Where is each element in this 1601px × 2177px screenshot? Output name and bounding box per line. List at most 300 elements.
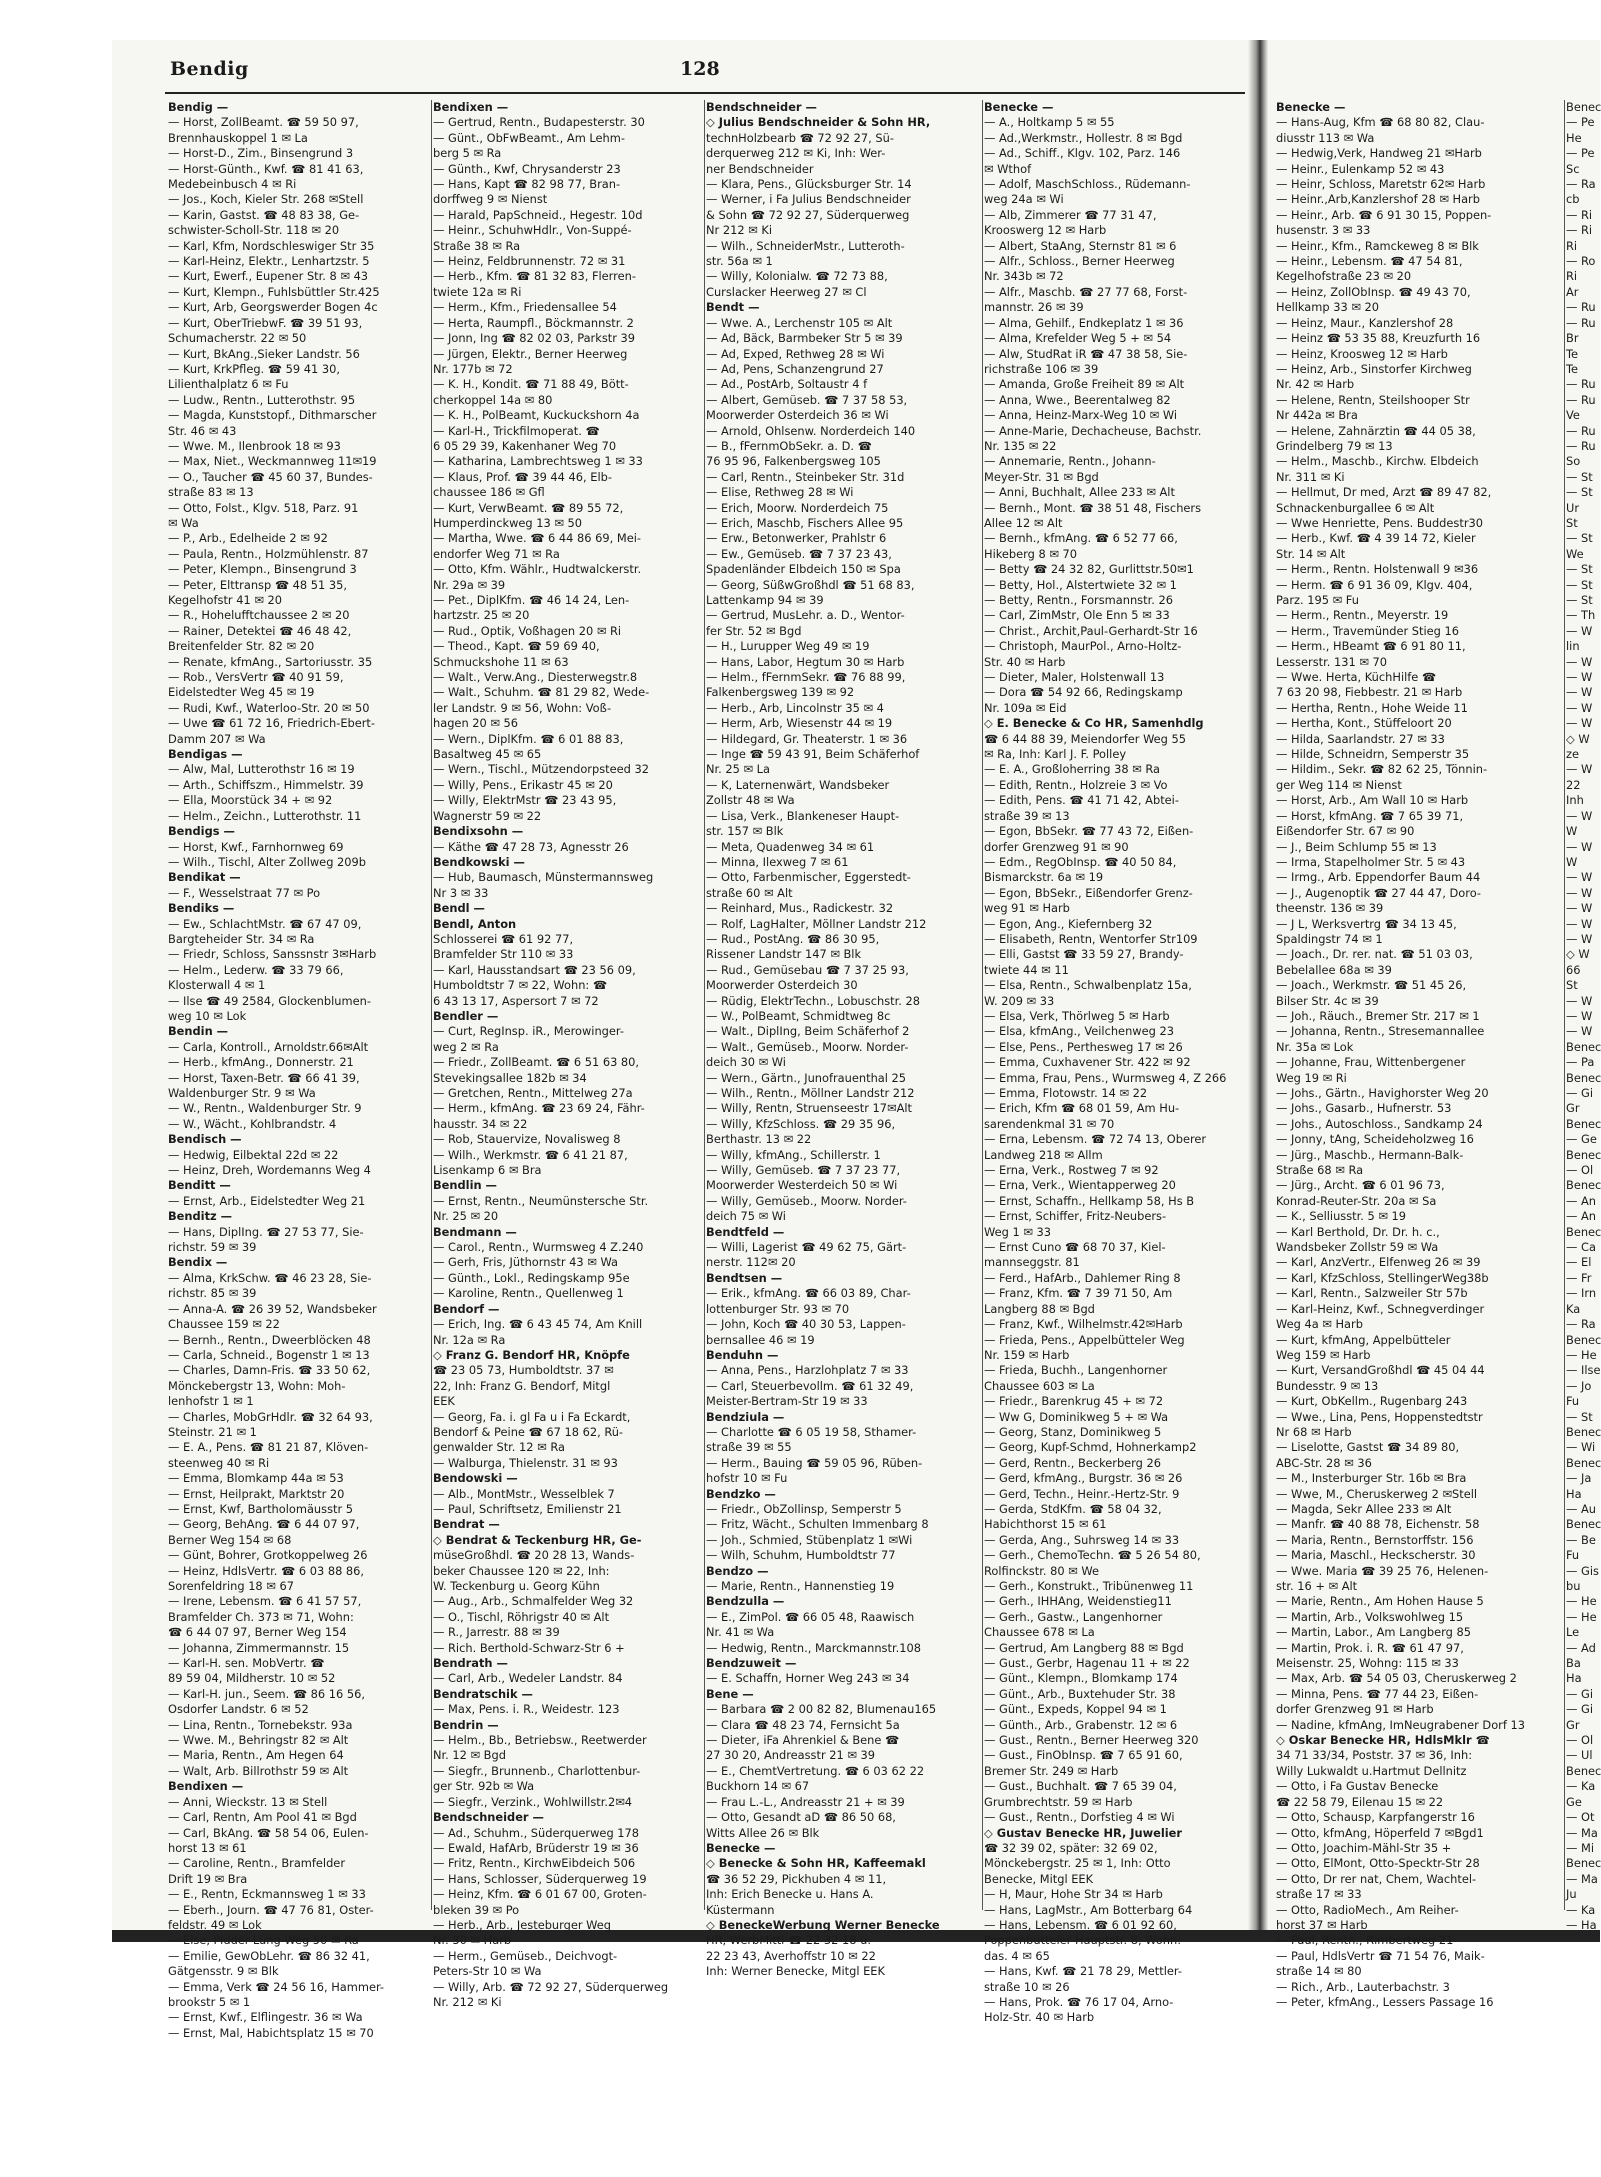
edge-fragment: — Be bbox=[1566, 1532, 1596, 1547]
directory-line: — Barbara ☎ 2 00 82 82, Blumenau165 bbox=[706, 1702, 937, 1717]
directory-line: Moorwerder Osterdeich 36 ✉ Wi bbox=[706, 408, 889, 423]
edge-fragment: Ri bbox=[1566, 238, 1578, 253]
directory-line: — Gerh., Konstrukt., Tribünenweg 11 bbox=[984, 1579, 1194, 1593]
directory-line: ☎ 22 58 79, Eilenau 15 ✉ 22 bbox=[1276, 1794, 1444, 1809]
directory-line: Meyer-Str. 31 ✉ Bgd bbox=[984, 469, 1099, 484]
directory-line: — Kurt, OberTriebwF. ☎ 39 51 93, bbox=[168, 315, 363, 330]
directory-line: — Gerh., Gastw., Langenhorner bbox=[984, 1609, 1163, 1624]
directory-line: Moorwerder Westerdeich 50 ✉ Wi bbox=[706, 1178, 898, 1193]
directory-line: — Horst, Kwf., Farnhornweg 69 bbox=[168, 839, 344, 854]
edge-fragment: — Pe bbox=[1566, 146, 1595, 161]
directory-line: Bendisch — bbox=[168, 1132, 242, 1147]
edge-fragment: Ur bbox=[1566, 500, 1580, 515]
directory-line: — H., Lurupper Weg 49 ✉ 19 bbox=[706, 639, 870, 654]
directory-line: — Edm., RegObInsp. ☎ 40 50 84, bbox=[984, 854, 1177, 869]
directory-line: — Heinr., SchuhwHdlr., Von-Suppé- bbox=[433, 223, 632, 238]
directory-line: Bendrin — bbox=[433, 1717, 499, 1732]
edge-fragment: Benec bbox=[1566, 1455, 1601, 1470]
directory-line: fer Str. 52 ✉ Bgd bbox=[706, 623, 802, 638]
directory-line: Grumbrechtstr. 59 ✉ Harb bbox=[984, 1794, 1133, 1809]
directory-line: horst 13 ✉ 61 bbox=[168, 1840, 247, 1855]
directory-line: W. Teckenburg u. Georg Kühn bbox=[433, 1579, 600, 1593]
directory-line: das. 4 ✉ 65 bbox=[984, 1948, 1050, 1963]
directory-line: — Fritz, Wächt., Schulten Immenbarg 8 bbox=[706, 1517, 929, 1532]
directory-line: — Walt., Verw.Ang., Diesterwegstr.8 bbox=[433, 670, 638, 685]
directory-line: — Kurt, ObKellm., Rugenbarg 243 bbox=[1276, 1394, 1468, 1409]
directory-line: — K. H., Kondit. ☎ 71 88 49, Bött- bbox=[433, 377, 629, 392]
directory-line: — Carl, Steuerbevollm. ☎ 61 32 49, bbox=[706, 1378, 914, 1393]
edge-fragment: — Ru bbox=[1566, 392, 1596, 407]
edge-fragment: — St bbox=[1566, 593, 1593, 607]
directory-line: weg 2 ✉ Ra bbox=[433, 1039, 499, 1054]
edge-fragment: — Ri bbox=[1566, 223, 1593, 238]
directory-line: — Elsa, kfmAng., Veilchenweg 23 bbox=[984, 1024, 1174, 1039]
directory-line: — Max, Pens. i. R., Weidestr. 123 bbox=[433, 1702, 620, 1717]
directory-line: 22, Inh: Franz G. Bendorf, Mitgl bbox=[433, 1378, 611, 1393]
edge-fragment: 66 bbox=[1566, 962, 1581, 977]
directory-line: — Anna, Pens., Harzlohplatz 7 ✉ 33 bbox=[706, 1363, 909, 1378]
directory-line: — Ew., SchlachtMstr. ☎ 67 47 09, bbox=[168, 916, 362, 931]
directory-line: — Otto, Dr rer nat, Chem, Wachtel- bbox=[1276, 1871, 1477, 1886]
directory-line: straße 39 ✉ 55 bbox=[706, 1440, 792, 1455]
edge-fragment: — Ul bbox=[1566, 1748, 1593, 1763]
directory-line: — Ernst, Kwf, Bartholomäusstr 5 bbox=[168, 1501, 354, 1516]
directory-line: — Helene, Zahnärztin ☎ 44 05 38, bbox=[1276, 423, 1476, 438]
directory-line: — Alma, KrkSchw. ☎ 46 23 28, Sie- bbox=[168, 1270, 372, 1285]
directory-line: Falkenbergsweg 139 ✉ 92 bbox=[706, 685, 855, 700]
edge-fragment: — W bbox=[1566, 993, 1593, 1008]
directory-line: — Werner, i Fa Julius Bendschneider bbox=[706, 192, 911, 207]
edge-fragment: — St bbox=[1566, 577, 1593, 592]
edge-fragment: — Ad bbox=[1566, 1640, 1596, 1655]
directory-line: — E., ZimPol. ☎ 66 05 48, Raawisch bbox=[706, 1609, 915, 1624]
directory-line: — Horst, Taxen-Betr. ☎ 66 41 39, bbox=[168, 1070, 360, 1085]
directory-line: — Emilie, GewObLehr. ☎ 86 32 41, bbox=[168, 1948, 370, 1963]
directory-line: straße 60 ✉ Alt bbox=[706, 885, 793, 900]
directory-line: — Paul, Rentn., Rimbertweg 21 bbox=[1276, 1933, 1454, 1948]
directory-line: Nr. 25 ✉ 20 bbox=[433, 1209, 499, 1224]
edge-fragment: We bbox=[1566, 546, 1584, 561]
directory-line: berg 5 ✉ Ra bbox=[433, 146, 502, 161]
edge-fragment: — Fr bbox=[1566, 1270, 1592, 1285]
directory-line: — Wilh, Schuhm, Humboldtstr 77 bbox=[706, 1548, 896, 1563]
directory-line: — Gerh, Fris, Jüthornstr 43 ✉ Wa bbox=[433, 1255, 618, 1270]
edge-fragment: So bbox=[1566, 454, 1581, 469]
directory-line: str. 56a ✉ 1 bbox=[706, 254, 773, 269]
directory-line: — Nadine, kfmAng, ImNeugrabener Dorf 13 bbox=[1276, 1717, 1525, 1732]
directory-line: — Christoph, MaurPol., Arno-Holtz- bbox=[984, 639, 1182, 654]
directory-line: — Betty, Rentn., Forsmannstr. 26 bbox=[984, 593, 1173, 607]
directory-line: — Heinr., Lebensm. ☎ 47 54 81, bbox=[1276, 254, 1463, 269]
edge-fragment: — Wi bbox=[1566, 1440, 1596, 1455]
edge-fragment: — Ro bbox=[1566, 254, 1596, 269]
directory-line: — Bernh., Mont. ☎ 38 51 48, Fischers bbox=[984, 500, 1202, 515]
directory-line: — Wwe. Maria ☎ 39 25 76, Helenen- bbox=[1276, 1563, 1489, 1578]
directory-line: Bendlin — bbox=[433, 1178, 497, 1193]
directory-line: — Walt., Schuhm. ☎ 81 29 82, Wede- bbox=[433, 685, 650, 700]
directory-line: Weg 4a ✉ Harb bbox=[1276, 1317, 1363, 1332]
directory-line: 34 71 33/34, Poststr. 37 ✉ 36, Inh: bbox=[1276, 1748, 1473, 1763]
directory-line: — Erna, Verk., Rostweg 7 ✉ 92 bbox=[984, 1163, 1159, 1178]
directory-line: Osdorfer Landstr. 6 ✉ 52 bbox=[168, 1702, 309, 1717]
directory-line: — W., PolBeamt, Schmidtweg 8c bbox=[706, 1008, 891, 1023]
directory-line: Bendowski — bbox=[433, 1471, 518, 1486]
column-divider bbox=[982, 100, 983, 1910]
directory-line: — Amanda, Große Freiheit 89 ✉ Alt bbox=[984, 377, 1185, 392]
directory-line: — Arth., Schiffszm., Himmelstr. 39 bbox=[168, 777, 364, 792]
edge-fragment: Fu bbox=[1566, 1394, 1580, 1409]
directory-line: — Hellmut, Dr med, Arzt ☎ 89 47 82, bbox=[1276, 485, 1492, 500]
directory-line: lottenburger Str. 93 ✉ 70 bbox=[706, 1301, 850, 1316]
directory-line: — Willy, Kolonialw. ☎ 72 73 88, bbox=[706, 269, 888, 284]
directory-line: — Horst-D., Zim., Binsengrund 3 bbox=[168, 146, 354, 161]
directory-line: ✉ Wa bbox=[168, 515, 199, 530]
directory-line: — Herm., Kfm., Friedensallee 54 bbox=[433, 300, 617, 315]
directory-line: Curslacker Heerweg 27 ✉ Cl bbox=[706, 284, 867, 299]
directory-line: — Wilh., Werkmstr. ☎ 6 41 21 87, bbox=[433, 1147, 628, 1162]
edge-fragment: — Ha bbox=[1566, 1917, 1597, 1932]
directory-line: — Heinr.,Arb,Kanzlershof 28 ✉ Harb bbox=[1276, 192, 1480, 207]
directory-line: — Gerh., IHHAng, Weidenstieg11 bbox=[984, 1594, 1172, 1609]
directory-line: — Herb., Arb, Lincolnstr 35 ✉ 4 bbox=[706, 700, 884, 715]
directory-line: 76 95 96, Falkenbergsweg 105 bbox=[706, 454, 881, 469]
directory-line: straße 39 ✉ 13 bbox=[984, 808, 1070, 823]
edge-fragment: — He bbox=[1566, 1347, 1597, 1362]
directory-line: — Willy, Rentn, Struenseestr 17✉Alt bbox=[706, 1101, 912, 1116]
directory-line: Habichthorst 15 ✉ 61 bbox=[984, 1517, 1107, 1532]
edge-fragment: — Ol bbox=[1566, 1733, 1594, 1748]
directory-line: Bramfelder Ch. 373 ✉ 71, Wohn: bbox=[168, 1609, 354, 1624]
directory-line: — Charles, Damn-Fris. ☎ 33 50 62, bbox=[168, 1363, 371, 1378]
directory-line: — Peter, Klempn., Binsengrund 3 bbox=[168, 562, 357, 577]
directory-line: theenstr. 136 ✉ 39 bbox=[1276, 901, 1384, 916]
edge-fragment: Ju bbox=[1566, 1887, 1577, 1902]
edge-fragment: — Mi bbox=[1566, 1840, 1595, 1855]
directory-line: — Elli, Gastst ☎ 33 59 27, Brandy- bbox=[984, 947, 1184, 962]
edge-fragment: — Irn bbox=[1566, 1286, 1597, 1301]
directory-line: — W., Rentn., Waldenburger Str. 9 bbox=[168, 1101, 362, 1116]
directory-line: — Johs., Gasarb., Hufnerstr. 53 bbox=[1276, 1101, 1452, 1116]
directory-line: Zollstr 48 ✉ Wa bbox=[706, 793, 795, 808]
right-page-column bbox=[1276, 100, 1562, 2009]
directory-line: Bendigs — bbox=[168, 824, 235, 839]
directory-line: Schnackenburgallee 6 ✉ Alt bbox=[1276, 500, 1435, 515]
directory-line: — Heinr, Schloss, Maretstr 62✉ Harb bbox=[1276, 177, 1486, 192]
directory-line: Bendixen — bbox=[168, 1779, 244, 1794]
directory-line: Bendl, Anton bbox=[433, 916, 517, 931]
edge-fragment: — Ru bbox=[1566, 315, 1596, 330]
directory-line: Humboldtstr 7 ✉ 22, Wohn: ☎ bbox=[433, 978, 608, 993]
edge-fragment: lin bbox=[1566, 639, 1580, 654]
directory-line: nerstr. 112✉ 20 bbox=[706, 1255, 796, 1270]
directory-line: — Irmg., Arb. Eppendorfer Baum 44 bbox=[1276, 870, 1481, 885]
directory-line: — Otto, Joachim-Mähl-Str 35 + bbox=[1276, 1840, 1452, 1855]
directory-line: Bendratschik — bbox=[433, 1686, 533, 1701]
directory-line: — Hans, LagMstr., Am Botterbarg 64 bbox=[984, 1902, 1193, 1917]
directory-line: — Adolf, MaschSchloss., Rüdemann- bbox=[984, 177, 1191, 192]
edge-fragment: He bbox=[1566, 130, 1582, 145]
directory-line: — Bernh., Rentn., Dweerblöcken 48 bbox=[168, 1332, 371, 1347]
directory-line: — Martin, Labor., Am Langberg 85 bbox=[1276, 1625, 1471, 1640]
directory-line: — Anni, Buchhalt, Allee 233 ✉ Alt bbox=[984, 485, 1175, 500]
column-3 bbox=[706, 100, 980, 1979]
directory-line: — Wern., Gärtn., Junofrauenthal 25 bbox=[706, 1070, 907, 1085]
directory-line: — J L, Werksvertrg ☎ 34 13 45, bbox=[1276, 916, 1457, 931]
directory-line: Damm 207 ✉ Wa bbox=[168, 731, 266, 746]
directory-line: — Arnold, Ohlsenw. Norderdeich 140 bbox=[706, 423, 916, 438]
directory-line: 7 63 20 98, Fiebbestr. 21 ✉ Harb bbox=[1276, 685, 1463, 700]
directory-line: Weg 19 ✉ Ri bbox=[1276, 1070, 1347, 1085]
directory-line: — Gertrud, Am Langberg 88 ✉ Bgd bbox=[984, 1640, 1184, 1655]
directory-line: — Herm., HBeamt ☎ 6 91 80 11, bbox=[1276, 639, 1466, 654]
directory-line: — Anna, Heinz-Marx-Weg 10 ✉ Wi bbox=[984, 408, 1177, 423]
directory-line: — Jürgen, Elektr., Berner Heerweg bbox=[433, 346, 628, 361]
directory-line: Brennhauskoppel 1 ✉ La bbox=[168, 130, 308, 145]
directory-line: Bendtfeld — bbox=[706, 1224, 785, 1239]
directory-line: — Erna, Verk., Wientapperweg 20 bbox=[984, 1178, 1176, 1193]
directory-line: ler Landstr. 9 ✉ 56, Wohn: Voß- bbox=[433, 700, 612, 715]
directory-line: — Gust., Rentn., Berner Heerweg 320 bbox=[984, 1733, 1199, 1748]
directory-line: Bendixsohn — bbox=[433, 824, 524, 839]
edge-fragment: — An bbox=[1566, 1209, 1597, 1224]
directory-line: — Erich, Kfm ☎ 68 01 59, Am Hu- bbox=[984, 1101, 1180, 1116]
directory-line: — E., Rentn, Eckmannsweg 1 ✉ 33 bbox=[168, 1887, 366, 1902]
directory-line: — Helm., Maschb., Kirchw. Elbdeich bbox=[1276, 454, 1479, 469]
directory-line: — P., Arb., Edelheide 2 ✉ 92 bbox=[168, 531, 328, 546]
directory-line: — Erich, Moorw. Norderdeich 75 bbox=[706, 500, 889, 515]
directory-line: derquerweg 212 ✉ Ki, Inh: Wer- bbox=[706, 146, 886, 161]
directory-line: Bendzulla — bbox=[706, 1594, 785, 1609]
directory-line: — Franz, Kfm. ☎ 7 39 71 50, Am bbox=[984, 1286, 1173, 1301]
directory-line: — Käthe ☎ 47 28 73, Agnesstr 26 bbox=[433, 839, 629, 854]
directory-line: Spadenländer Elbdeich 150 ✉ Spa bbox=[706, 562, 901, 577]
edge-fragment: — St bbox=[1566, 531, 1593, 546]
directory-line: — Heinz, Maur., Kanzlershof 28 bbox=[1276, 315, 1454, 330]
directory-line: — Rud., PostAng. ☎ 86 30 95, bbox=[706, 931, 880, 946]
directory-line: Bendschneider — bbox=[706, 100, 817, 114]
directory-line: — Inge ☎ 59 43 91, Beim Schäferhof bbox=[706, 747, 920, 762]
directory-line: Wandsbeker Zollstr 59 ✉ Wa bbox=[1276, 1240, 1439, 1255]
directory-line: Nr 442a ✉ Bra bbox=[1276, 408, 1358, 423]
directory-line: ner Bendschneider bbox=[706, 161, 814, 176]
directory-line: — Wwe. A., Lerchenstr 105 ✉ Alt bbox=[706, 315, 893, 330]
directory-line: Nr. 42 ✉ Harb bbox=[1276, 377, 1355, 392]
directory-line: — Annemarie, Rentn., Johann- bbox=[984, 454, 1156, 469]
directory-line: — Ad, Pens, Schanzengrund 27 bbox=[706, 361, 884, 376]
directory-line: Mönckebergstr. 25 ✉ 1, Inh: Otto bbox=[984, 1856, 1171, 1871]
edge-fragment: — W bbox=[1566, 623, 1593, 638]
directory-line: — Erna, Lebensm. ☎ 72 74 13, Oberer bbox=[984, 1132, 1207, 1147]
edge-fragment: — Gi bbox=[1566, 1686, 1594, 1701]
directory-line: — Martin, Prok. i. R. ☎ 61 47 97, bbox=[1276, 1640, 1464, 1655]
edge-fragment: — St bbox=[1566, 562, 1593, 577]
directory-line: — Curt, RegInsp. iR., Merowinger- bbox=[433, 1024, 624, 1039]
directory-line: Str. 14 ✉ Alt bbox=[1276, 546, 1346, 561]
directory-line: — K., Selliusstr. 5 ✉ 19 bbox=[1276, 1209, 1407, 1224]
directory-line: Landweg 218 ✉ Allm bbox=[984, 1147, 1103, 1162]
edge-fragment: — Ol bbox=[1566, 1163, 1594, 1178]
directory-line: genwalder Str. 12 ✉ Ra bbox=[433, 1440, 565, 1455]
directory-line: — Ilse ☎ 49 2584, Glockenblumen- bbox=[168, 993, 371, 1008]
directory-line: Holz-Str. 40 ✉ Harb bbox=[984, 2010, 1095, 2025]
directory-line: Medebeinbusch 4 ✉ Ri bbox=[168, 177, 297, 192]
directory-line: — Ad., PostArb, Soltaustr 4 f bbox=[706, 377, 868, 392]
directory-line: — Maria, Maschl., Heckscherstr. 30 bbox=[1276, 1548, 1476, 1563]
directory-line: — Alma, Krefelder Weg 5 + ✉ 54 bbox=[984, 331, 1172, 346]
edge-fragment: Ve bbox=[1566, 408, 1580, 423]
directory-line: Bendmann — bbox=[433, 1224, 517, 1239]
edge-fragment: — Ilse bbox=[1566, 1363, 1601, 1378]
directory-line: Nr. 343b ✉ 72 bbox=[984, 269, 1064, 284]
directory-line: — Karl-Heinz, Kwf., Schnegverdinger bbox=[1276, 1301, 1485, 1316]
directory-line: — Gertrud, Rentn., Budapesterstr. 30 bbox=[433, 115, 645, 130]
directory-line: — Kurt, VerwBeamt. ☎ 89 55 72, bbox=[433, 500, 624, 515]
directory-line: — Heinz, Feldbrunnenstr. 72 ✉ 31 bbox=[433, 254, 626, 269]
directory-line: — Heinz ☎ 53 35 88, Kreuzfurth 16 bbox=[1276, 331, 1481, 346]
directory-line: — Egon, BbSekr. ☎ 77 43 72, Eißen- bbox=[984, 824, 1194, 839]
directory-line: weg 24a ✉ Wi bbox=[984, 192, 1064, 207]
edge-fragment: — Pa bbox=[1566, 1055, 1595, 1070]
directory-line: husenstr. 3 ✉ 33 bbox=[1276, 223, 1371, 238]
directory-line: Bramfelder Str 110 ✉ 33 bbox=[433, 947, 574, 962]
directory-line: — Jonny, tAng, Scheideholzweg 16 bbox=[1276, 1132, 1474, 1147]
edge-fragment: Fu bbox=[1566, 1548, 1580, 1563]
directory-line: — Maria, Rentn., Bernstorffstr. 156 bbox=[1276, 1532, 1474, 1547]
directory-line: weg 10 ✉ Lok bbox=[168, 1008, 247, 1023]
directory-line: — Anna-A. ☎ 26 39 52, Wandsbeker bbox=[168, 1301, 377, 1316]
directory-line: Bendig — bbox=[168, 100, 229, 114]
directory-line: — Herb., Arb., Jesteburger Weg bbox=[433, 1917, 612, 1932]
directory-line: Bendzo — bbox=[706, 1563, 769, 1578]
directory-line: diusstr 113 ✉ Wa bbox=[1276, 130, 1375, 145]
directory-line: — Emma, Flotowstr. 14 ✉ 22 bbox=[984, 1086, 1148, 1100]
directory-line: — Uwe ☎ 61 72 16, Friedrich-Ebert- bbox=[168, 716, 376, 731]
directory-line: — Joh., Schmied, Stübenplatz 1 ✉Wi bbox=[706, 1532, 913, 1547]
edge-fragment: — W bbox=[1566, 654, 1593, 669]
directory-line: — Hans-Aug, Kfm ☎ 68 80 82, Clau- bbox=[1276, 115, 1485, 130]
directory-line: endorfer Weg 71 ✉ Ra bbox=[433, 546, 560, 561]
directory-line: Meister-Bertram-Str 19 ✉ 33 bbox=[706, 1394, 868, 1409]
directory-line: — Dieter, Maler, Holstenwall 13 bbox=[984, 670, 1165, 685]
edge-fragment: — Ru bbox=[1566, 377, 1596, 392]
directory-line: Bendin — bbox=[168, 1024, 229, 1039]
directory-line: — Georg, Fa. i. gl Fa u i Fa Eckardt, bbox=[433, 1409, 631, 1424]
directory-line: — Willy, KfzSchloss. ☎ 29 35 96, bbox=[706, 1116, 896, 1131]
directory-line: Nr. 12a ✉ Ra bbox=[433, 1332, 506, 1347]
directory-line: — Emma, Cuxhavener Str. 422 ✉ 92 bbox=[984, 1055, 1191, 1070]
directory-line: — Willy, kfmAng., Schillerstr. 1 bbox=[706, 1147, 881, 1162]
directory-line: — Johs., Gärtn., Havighorster Weg 20 bbox=[1276, 1086, 1489, 1100]
edge-fragment: Inh bbox=[1566, 793, 1584, 808]
directory-line: — Georg, BehAng. ☎ 6 44 07 97, bbox=[168, 1517, 360, 1532]
directory-line: — Paul, Schriftsetz, Emilienstr 21 bbox=[433, 1501, 622, 1516]
directory-line: ☎ 32 39 02, später: 32 69 02, bbox=[984, 1840, 1158, 1855]
directory-line: Bendikat — bbox=[168, 870, 241, 885]
edge-fragment: ze bbox=[1566, 747, 1579, 762]
directory-line: Nr 68 ✉ Harb bbox=[1276, 1424, 1352, 1439]
directory-line: — Irma, Stapelholmer Str. 5 ✉ 43 bbox=[1276, 854, 1466, 869]
directory-line: — Rolf, LagHalter, Möllner Landstr 212 bbox=[706, 916, 927, 931]
directory-line: Kegelhofstraße 23 ✉ 20 bbox=[1276, 269, 1412, 284]
directory-line: Drift 19 ✉ Bra bbox=[168, 1871, 248, 1886]
edge-fragment: — Ru bbox=[1566, 438, 1596, 453]
directory-line: — Walburga, Thielenstr. 31 ✉ 93 bbox=[433, 1455, 618, 1470]
directory-line: horst 37 ✉ Harb bbox=[1276, 1917, 1368, 1932]
directory-line: Waldenburger Str. 9 ✉ Wa bbox=[168, 1086, 316, 1100]
edge-fragment: St bbox=[1566, 978, 1578, 993]
directory-line: — Maria, Rentn., Am Hegen 64 bbox=[168, 1748, 344, 1763]
directory-line: — F., Wesselstraat 77 ✉ Po bbox=[168, 885, 321, 900]
directory-line: — Wilh., Tischl, Alter Zollweg 209b bbox=[168, 854, 367, 869]
directory-line: — Johs., Autoschloss., Sandkamp 24 bbox=[1276, 1116, 1483, 1131]
directory-line: — Willy, Pens., Erikastr 45 ✉ 20 bbox=[433, 777, 613, 792]
directory-line: Nr. 35a ✉ Lok bbox=[1276, 1039, 1354, 1054]
directory-line: — Erich, Maschb, Fischers Allee 95 bbox=[706, 515, 904, 530]
edge-fragment: bu bbox=[1566, 1579, 1581, 1593]
edge-fragment: — W bbox=[1566, 885, 1593, 900]
directory-line: Schlosserei ☎ 61 92 77, bbox=[433, 931, 574, 946]
directory-line: deich 75 ✉ Wi bbox=[706, 1209, 786, 1224]
directory-line: — Rich., Arb., Lauterbachstr. 3 bbox=[1276, 1979, 1450, 1994]
directory-line: lenhofstr 1 ✉ 1 bbox=[168, 1394, 254, 1409]
directory-line: hausstr. 34 ✉ 22 bbox=[433, 1116, 528, 1131]
directory-line: — Peter, kfmAng., Lessers Passage 16 bbox=[1276, 1994, 1494, 2009]
directory-line: — Otto, kfmAng, Höperfeld 7 ✉Bgd1 bbox=[1276, 1825, 1484, 1840]
directory-line: Bendtsen — bbox=[706, 1270, 783, 1285]
directory-line: Chaussee 159 ✉ 22 bbox=[168, 1317, 280, 1332]
directory-line: — Max, Arb. ☎ 54 05 03, Cheruskerweg 2 bbox=[1276, 1671, 1517, 1686]
column-4 bbox=[984, 100, 1246, 2025]
directory-line: Bendorf & Peine ☎ 67 18 62, Rü- bbox=[433, 1424, 624, 1439]
directory-line: — Heinr., Arb. ☎ 6 91 30 15, Poppen- bbox=[1276, 207, 1492, 222]
directory-line: Willy Lukwaldt u.Hartmut Dellnitz bbox=[1276, 1763, 1467, 1778]
directory-line: Klosterwall 4 ✉ 1 bbox=[168, 978, 266, 993]
directory-line: — Otto, i Fa Gustav Benecke bbox=[1276, 1779, 1439, 1794]
directory-line: Rissener Landstr 147 ✉ Blk bbox=[706, 947, 862, 962]
directory-line: — J., Beim Schlump 55 ✉ 13 bbox=[1276, 839, 1437, 854]
directory-line: — Karin, Gastst. ☎ 48 83 38, Ge- bbox=[168, 207, 360, 222]
directory-line: str. 16 + ✉ Alt bbox=[1276, 1579, 1358, 1593]
directory-line: Wagnerstr 59 ✉ 22 bbox=[433, 808, 542, 823]
directory-line: Hikeberg 8 ✉ 70 bbox=[984, 546, 1078, 561]
directory-line: chaussee 186 ✉ Gfl bbox=[433, 485, 545, 500]
directory-line: — Walt., DiplIng, Beim Schäferhof 2 bbox=[706, 1024, 910, 1039]
directory-line: — Gust., Buchhalt. ☎ 7 65 39 04, bbox=[984, 1779, 1177, 1794]
directory-line: Inh: Erich Benecke u. Hans A. bbox=[706, 1887, 874, 1902]
directory-line: mannseggstr. 81 bbox=[984, 1255, 1080, 1270]
directory-line: — Willy, Gemüseb. ☎ 7 37 23 77, bbox=[706, 1163, 901, 1178]
directory-line: — Herm., Rentn. Holstenwall 9 ✉36 bbox=[1276, 562, 1479, 577]
directory-line: Straße 68 ✉ Ra bbox=[1276, 1163, 1364, 1178]
directory-line: — Günth., Kwf, Chrysanderstr 23 bbox=[433, 161, 621, 176]
directory-line: — J., Augenoptik ☎ 27 44 47, Doro- bbox=[1276, 885, 1481, 900]
directory-line: Breitenfelder Str. 82 ✉ 20 bbox=[168, 639, 315, 654]
directory-line: — Willy, Gemüseb., Moorw. Norder- bbox=[706, 1193, 907, 1208]
directory-line: — Hilda, Saarlandstr. 27 ✉ 33 bbox=[1276, 731, 1445, 746]
directory-line: straße 14 ✉ 80 bbox=[1276, 1964, 1362, 1979]
directory-line: Bendziula — bbox=[706, 1409, 785, 1424]
directory-line: — Karl Berthold, Dr. Dr. h. c., bbox=[1276, 1224, 1440, 1239]
directory-line: — Hans, Labor, Hegtum 30 ✉ Harb bbox=[706, 654, 905, 669]
edge-fragment: Te bbox=[1566, 361, 1579, 376]
directory-line: Lilienthalplatz 6 ✉ Fu bbox=[168, 377, 289, 392]
directory-line: — Alb, Zimmerer ☎ 77 31 47, bbox=[984, 207, 1157, 222]
directory-line: — Herm., Bauing ☎ 59 05 96, Rüben- bbox=[706, 1455, 923, 1470]
edge-fragment: — W bbox=[1566, 931, 1593, 946]
directory-line: — Ernst, Rentn., Neumünstersche Str. bbox=[433, 1193, 649, 1208]
directory-line: — Carol., Rentn., Wurmsweg 4 Z.240 bbox=[433, 1240, 644, 1255]
directory-line: — Manfr. ☎ 40 88 78, Eichenstr. 58 bbox=[1276, 1517, 1480, 1532]
